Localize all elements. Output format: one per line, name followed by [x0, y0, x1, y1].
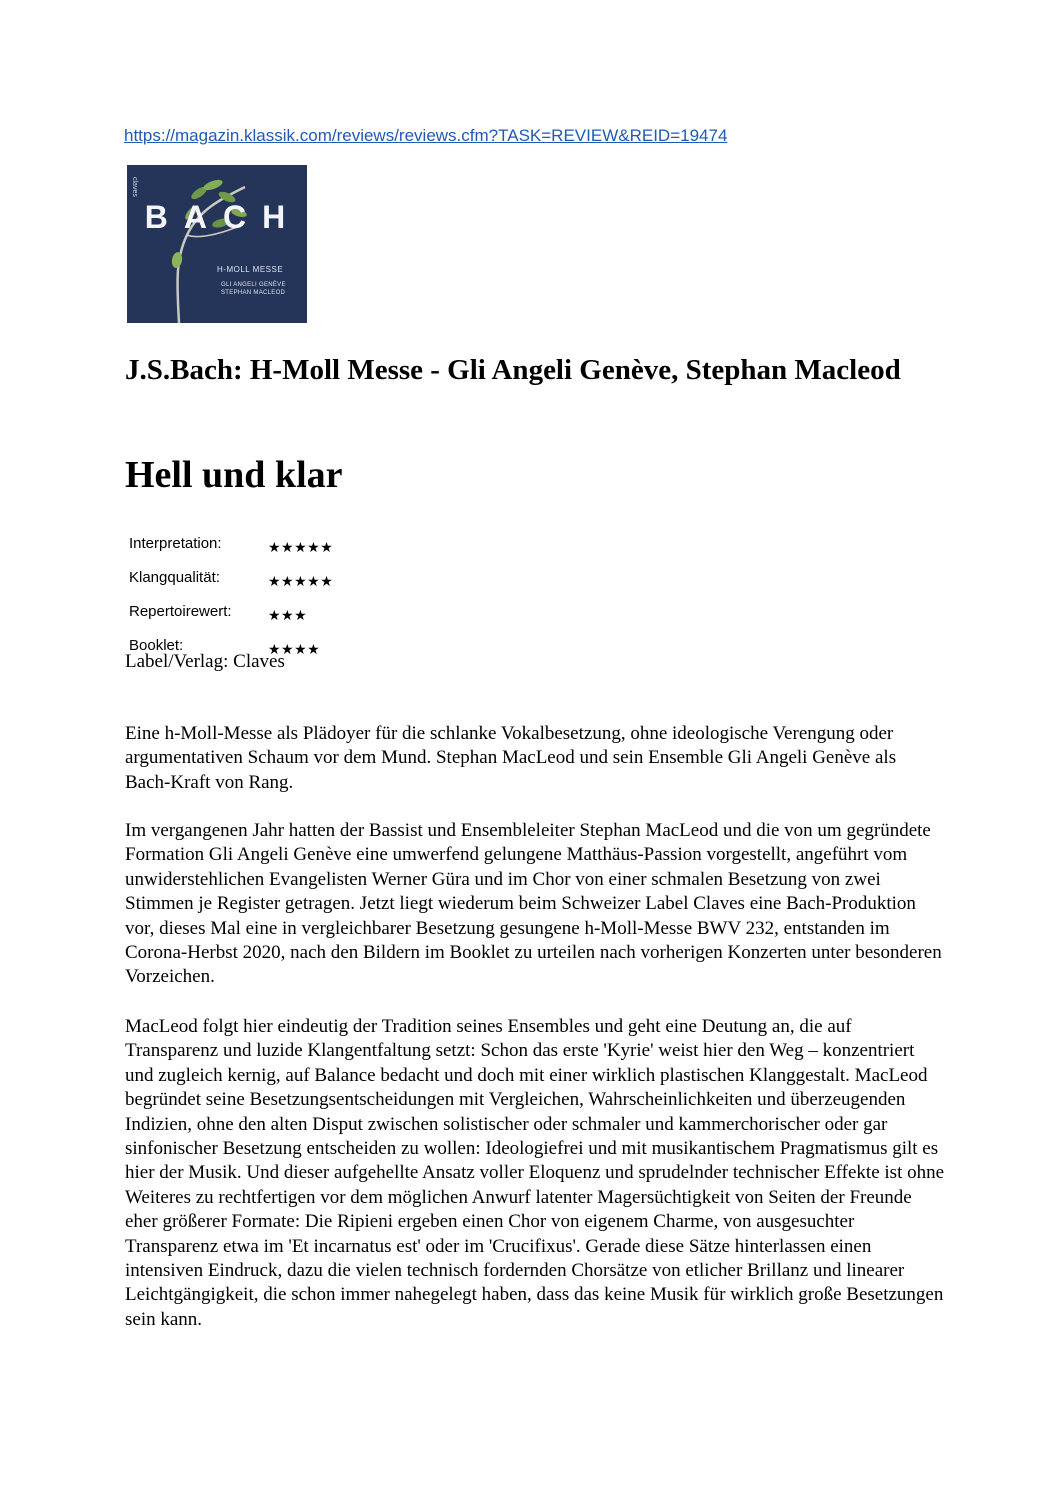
review-paragraph: Im vergangenen Jahr hatten der Bassist und Ensembleleiter Stephan MacLeod und die von um gegründete Formation Gli Angeli Genève eine umwerfend gelungene Matthäus-Passion vorgestellt, angeführt vom unwiderstehlichen Evangelisten Werner Güra und im Chor von einer schmalen Besetzung von zwei Stimmen je Register getragen. Jetzt liegt wiederum beim Schweizer Label Claves eine Bach-Produktion vor, dieses Mal eine in vergleichbarer Besetzung gesungene h-Moll-Messe BWV 232, entstanden im Corona-Herbst 2020, nach den Bildern im Booklet zu urteilen nach vorherigen Konzerten unter besonderen Vorzeichen. [125, 820, 942, 988]
rating-stars: ★★★★★ [268, 538, 334, 555]
rating-label: Booklet: [129, 636, 184, 654]
source-url-link[interactable]: https://magazin.klassik.com/reviews/reviews.cfm?TASK=REVIEW&REID=19474 [124, 126, 728, 145]
rating-label: Klangqualität: [129, 568, 220, 586]
review-paragraph: MacLeod folgt hier eindeutig der Tradition seines Ensembles und geht eine Deutung an, die auf Transparenz und luzide Klangentfaltung setzt: Schon das erste 'Kyrie' weist hier den Weg – konzentriert und zugleich kernig, auf Balance bedacht und doch mit einer wirklich plastischen Klanggestalt. MacLeod begründet seine Besetzungsentscheidungen mit Vergleichen, Wahrscheinlichkeiten und überzeugenden Indizien, ohne den alten Disput zwischen solistischer oder schmaler und kammerchorischer oder gar sinfonischer Besetzung entscheiden zu wollen: Ideologiefrei und mit musikantischem Pragmatismus gilt es hier der Musik. Und dieser aufgehellte Ansatz voller Eloquenz und sprudelnder technischer Effekte ist ohne Weiteres zu rechtfertigen vor dem möglichen Anwurf latenter Magersüchtigkeit von Seiten der Freunde eher größerer Formate: Die Ripieni ergeben einen Chor von eigenem Charme, von ausgesuchter Transparenz etwa im 'Et incarnatus est' oder im 'Crucifixus'. Gerade diese Sätze hinterlassen einen intensiven Eindruck, dazu die vielen technisch fordernden Chorsätze von etlicher Brillanz und linearer Leichtgängigkeit, die schon immer nahegelegt haben, dass das keine Musik für wirklich große Besetzungen sein kann. [125, 1016, 945, 1330]
rating-stars: ★★★★ [268, 640, 321, 657]
rating-label: Repertoirewert: [129, 602, 232, 620]
cover-brand: claves [131, 177, 138, 197]
rating-stars: ★★★★★ [268, 572, 334, 589]
review-subheadline: Hell und klar [125, 454, 343, 496]
review-paragraph: Eine h-Moll-Messe als Plädoyer für die schlanke Vokalbesetzung, ohne ideologische Verengung oder argumentativen Schaum vor dem Mund. Stephan MacLeod und sein Ensemble Gli Angeli Genève als Bach-Kraft von Rang. [125, 723, 897, 793]
rating-row [129, 526, 333, 560]
ratings-table [129, 526, 333, 662]
cover-title: BACH [144, 199, 302, 235]
label-publisher: Label/Verlag: Claves [125, 651, 285, 672]
cover-ensemble: GLI ANGELI GENÈVE [221, 282, 286, 288]
rating-label: Interpretation: [129, 534, 222, 552]
rating-stars: ★★★ [268, 606, 308, 623]
rating-row [129, 560, 333, 594]
rating-row [129, 594, 333, 628]
cover-conductor: STEPHAN MACLEOD [221, 290, 286, 296]
cover-subtitle: H-MOLL MESSE [217, 265, 284, 274]
review-headline: J.S.Bach: H-Moll Messe - Gli Angeli Genève, Stephan Macleod [125, 354, 901, 386]
branch-illustration [127, 165, 307, 323]
album-cover [127, 165, 307, 323]
